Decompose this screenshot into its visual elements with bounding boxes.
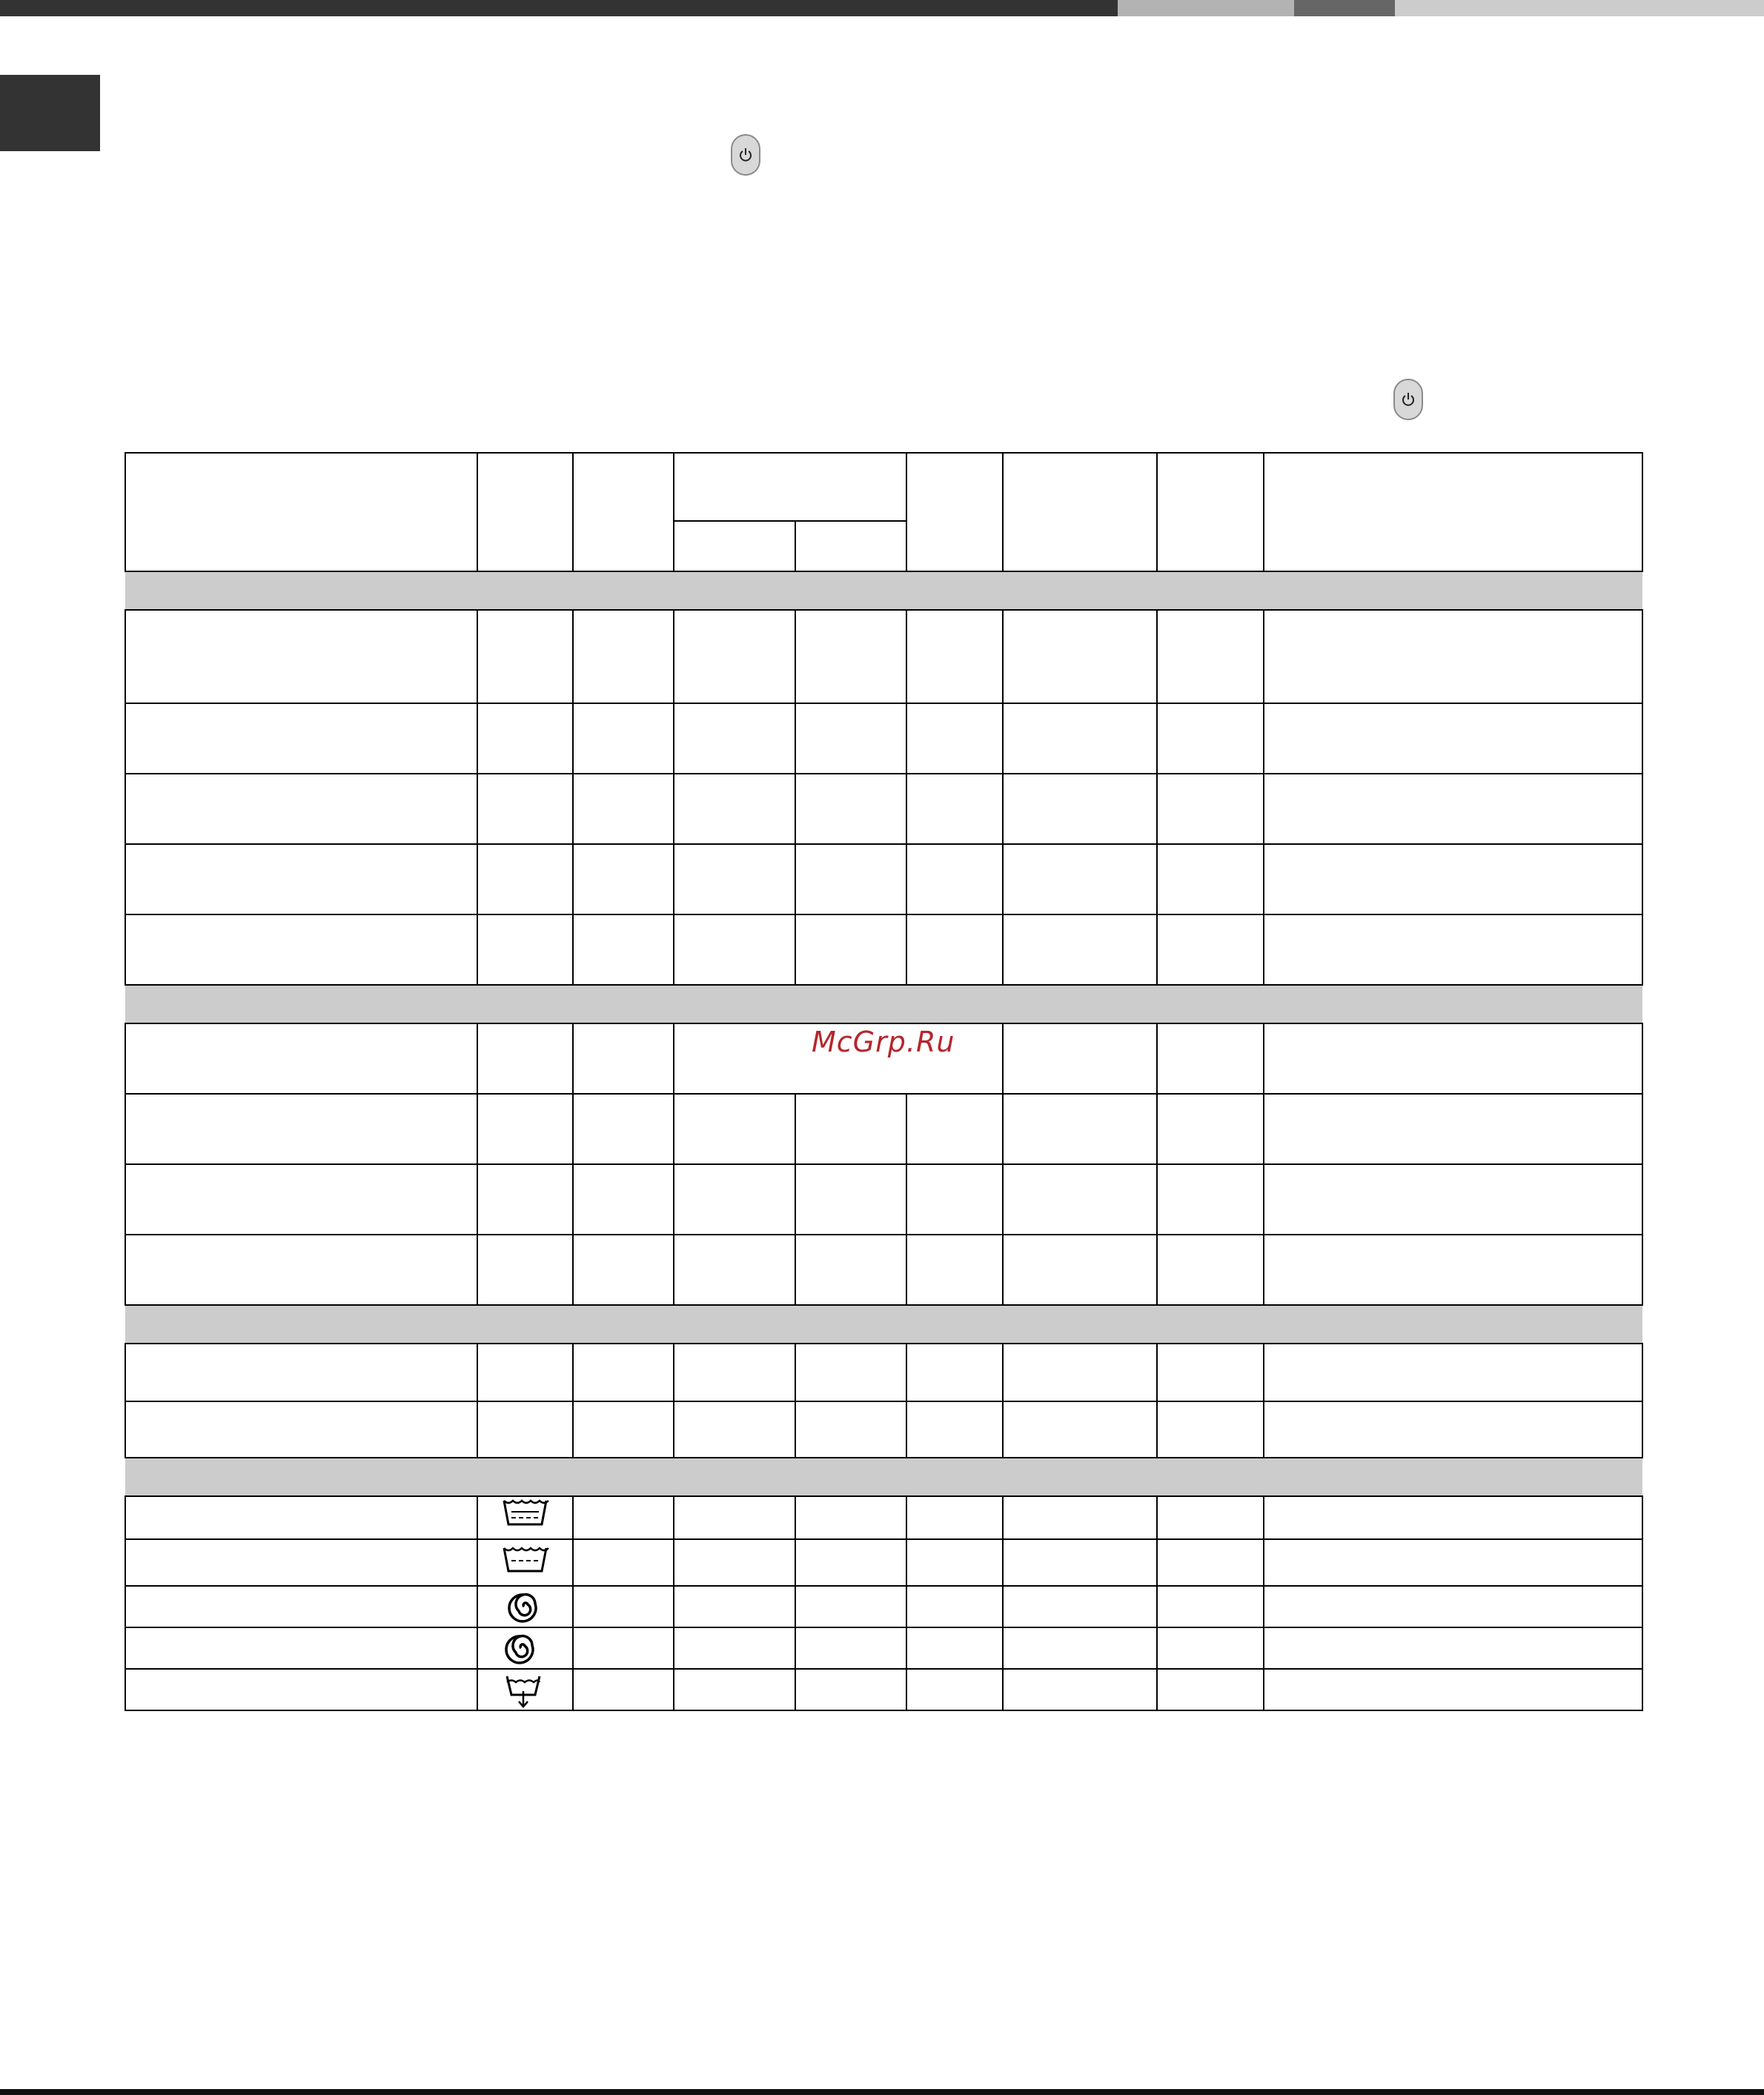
table-header xyxy=(125,453,1642,571)
row-block-4 xyxy=(125,1496,1642,1710)
footer-line xyxy=(0,2089,1764,2095)
wash-tub-icon xyxy=(504,1548,548,1571)
section-band-2 xyxy=(125,985,1642,1023)
watermark: McGrp.Ru xyxy=(812,1026,955,1058)
section-band-4 xyxy=(125,1458,1642,1496)
drain-icon xyxy=(507,1676,540,1707)
row-block-1 xyxy=(125,610,1642,985)
spin-spiral-icon xyxy=(509,1595,536,1621)
section-band-3 xyxy=(125,1305,1642,1344)
section-band-1 xyxy=(125,571,1642,610)
wash-tub-icon xyxy=(504,1501,548,1524)
spin-spiral-icon xyxy=(506,1636,533,1663)
